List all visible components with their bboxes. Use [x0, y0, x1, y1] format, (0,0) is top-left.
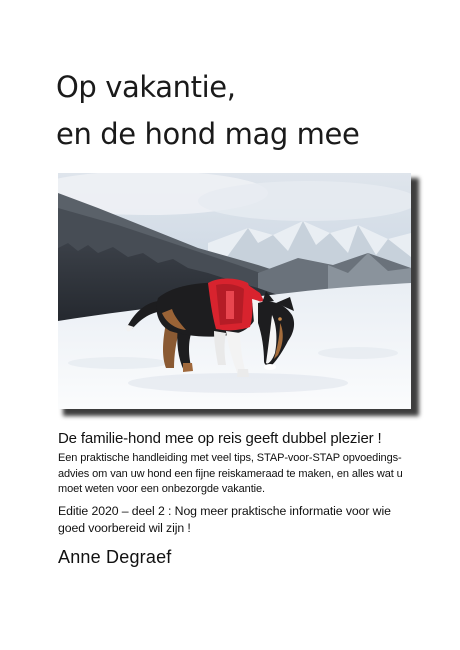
snow-dog-illustration [58, 173, 411, 409]
cover-description: Een praktische handleiding met veel tips, STAP-voor-STAP opvoedings-advies om van uw hond een fijne reiskameraad te maken, en alles wat u moet weten voor een onbezorgde vakantie. [58, 452, 403, 496]
cover-photo-dog-in-snow [58, 173, 411, 409]
author-name: Anne Degraef [58, 547, 172, 567]
book-title-line-1: Op vakantie, [56, 70, 236, 104]
book-title-line-2: en de hond mag mee [56, 117, 360, 151]
edition-note: Editie 2020 – deel 2 : Nog meer praktische informatie voor wie goed voorbereid wil zijn ! [58, 504, 391, 535]
cover-subtitle: De familie-hond mee op reis geeft dubbel plezier ! [58, 430, 382, 447]
